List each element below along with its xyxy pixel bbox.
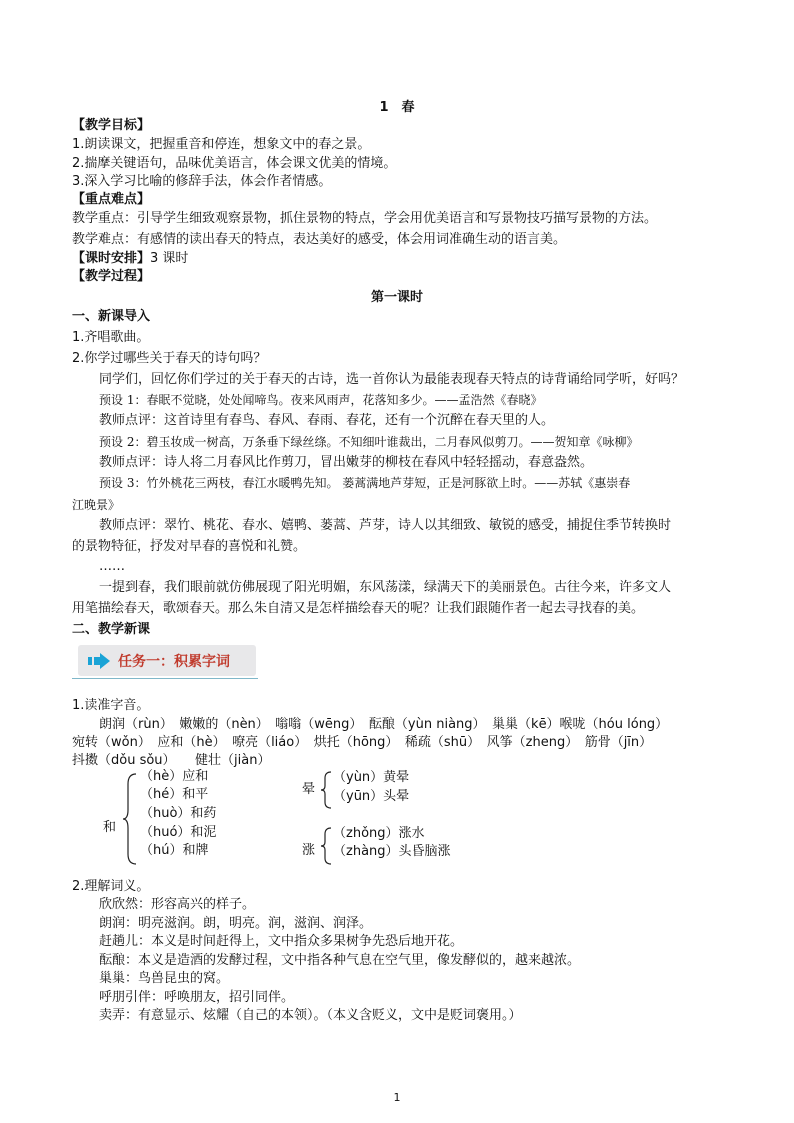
pronunciation-line: 宛转（wǒn） 应和（hè） 嘹亮（liáo） 烘托（hōng） 稀疏（shū） 风筝（zheng） 筋骨（jīn） xyxy=(72,735,653,750)
schedule-line xyxy=(72,250,188,268)
pronunciation-line: 抖擞（dǒu sǒu） 健壮（jiàn） xyxy=(72,753,271,768)
brace xyxy=(320,826,332,866)
word-meaning: 卖弄：有意显示、炫耀（自己的本领）。（本义含贬义，文中是贬词褒用。） xyxy=(99,1008,522,1023)
objective-item: 1.朗读课文，把握重音和停连，想象文中的春之景。 xyxy=(72,137,371,152)
pronunciation-line: 朗润（rùn） 嫩嫩的（nèn） 嗡嗡（wēng） 酝酿（yùn niàng） 巢巢（kē）喉咙（hóu lóng） xyxy=(99,717,669,732)
page-title: 1 春 xyxy=(379,100,415,115)
polyphone-item: （yūn）头晕 xyxy=(333,789,410,804)
teacher-comment: 教师点评：诗人将二月春风比作剪刀，冒出嫩芽的柳枝在春风中轻轻摇动，春意盎然。 xyxy=(99,455,594,470)
ellipsis: …… xyxy=(99,559,125,574)
word-meaning: 朗润：明亮滋润。朗，明亮。润，滋润、润泽。 xyxy=(99,916,373,931)
teacher-comment: 教师点评：翠竹、桃花、春水、嬉鸭、蒌蒿、芦芽，诗人以其细致、敏锐的感受，捕捉住季节转换时 xyxy=(99,518,672,533)
brace xyxy=(122,772,138,866)
preset-poem: 预设 2：碧玉妆成一树高，万条垂下绿丝绦。不知细叶谁裁出，二月春风似剪刀。——贺知章《咏柳》 xyxy=(99,435,639,449)
paragraph-cont: 用笔描绘春天，歌颂春天。那么朱自清又是怎样描绘春天的呢？让我们跟随作者一起去寻找春的美。 xyxy=(72,601,645,616)
teacher-comment-cont: 的景物特征，抒发对早春的喜悦和礼赞。 xyxy=(72,539,307,554)
preset-poem-cont: 江晚景》 xyxy=(72,498,121,512)
word-meaning: 欣欣然：形容高兴的样子。 xyxy=(99,897,256,912)
polyphone-item: （yùn）黄晕 xyxy=(333,770,410,785)
polyphone-item: （hé）和平 xyxy=(140,787,209,802)
objective-item: 2.揣摩关键语句，品味优美语言，体会课文优美的情境。 xyxy=(72,156,397,171)
polyphone-item: （zhàng）头昏脑涨 xyxy=(333,844,451,859)
teacher-comment: 教师点评：这首诗里有春鸟、春风、春雨、春花，还有一个沉醉在春天里的人。 xyxy=(99,413,555,428)
polyphone-item: （hè）应和 xyxy=(140,769,209,784)
page-number: 1 xyxy=(393,1091,401,1104)
subsection-heading: 1.读准字音。 xyxy=(72,698,150,713)
schedule-value: 3 课时 xyxy=(150,251,189,266)
polyphone-item: （huò）和药 xyxy=(140,806,217,821)
polyphone-char: 晕 xyxy=(302,782,316,797)
word-meaning: 赶趟儿：本义是时间赶得上，文中指众多果树争先恐后地开花。 xyxy=(99,934,464,949)
preset-poem: 预设 3：竹外桃花三两枝，春江水暖鸭先知。 蒌蒿满地芦芽短，正是河豚欲上时。——苏轼《惠崇春 xyxy=(99,476,631,490)
paragraph: 同学们，回忆你们学过的关于春天的古诗，选一首你认为最能表现春天特点的诗背诵给同学听，好吗？ xyxy=(99,372,685,387)
arrow-right-icon xyxy=(88,653,110,669)
polyphone-item: （hú）和牌 xyxy=(140,843,209,858)
teaching-difficulty: 教学难点：有感情的读出春天的特点，表达美好的感受，体会用词准确生动的语言美。 xyxy=(72,232,567,247)
process-heading: 【教学过程】 xyxy=(72,269,151,284)
word-meaning: 巢巢：鸟兽昆虫的窝。 xyxy=(99,971,230,986)
brace xyxy=(320,770,332,810)
intro-line: 1.齐唱歌曲。 xyxy=(72,330,150,345)
intro-line: 2.你学过哪些关于春天的诗句吗？ xyxy=(72,351,267,366)
section-heading: 二、教学新课 xyxy=(72,622,151,637)
teaching-focus: 教学重点：引导学生细致观察景物，抓住景物的特点，学会用优美语言和写景物技巧描写景物的方法。 xyxy=(72,211,658,226)
subsection-heading: 2.理解词义。 xyxy=(72,879,150,894)
schedule-label: 【课时安排】 xyxy=(72,251,151,266)
polyphone-char: 和 xyxy=(103,820,117,835)
preset-poem: 预设 1：春眠不觉晓，处处闻啼鸟。夜来风雨声，花落知多少。——孟浩然《春晓》 xyxy=(99,393,543,407)
objective-item: 3.深入学习比喻的修辞手法，体会作者情感。 xyxy=(72,174,332,189)
objectives-heading: 【教学目标】 xyxy=(72,118,151,133)
polyphone-char: 涨 xyxy=(302,843,316,858)
section-heading: 一、新课导入 xyxy=(72,309,151,324)
task-badge xyxy=(78,645,256,676)
word-meaning: 酝酿：本义是造酒的发酵过程，文中指各种气息在空气里，像发酵似的，越来越浓。 xyxy=(99,953,581,968)
task-label: 任务一：积累字词 xyxy=(118,654,230,670)
divider xyxy=(72,678,258,679)
word-meaning: 呼朋引伴：呼唤朋友，招引同伴。 xyxy=(99,990,295,1005)
keypoints-heading: 【重点难点】 xyxy=(72,192,151,207)
lesson-title: 第一课时 xyxy=(370,290,423,305)
polyphone-item: （huó）和泥 xyxy=(140,825,217,840)
paragraph: 一提到春，我们眼前就仿佛展现了阳光明媚，东风荡漾，绿满天下的美丽景色。古往今来，许多文人 xyxy=(99,580,672,595)
polyphone-item: （zhǒng）涨水 xyxy=(333,826,425,841)
